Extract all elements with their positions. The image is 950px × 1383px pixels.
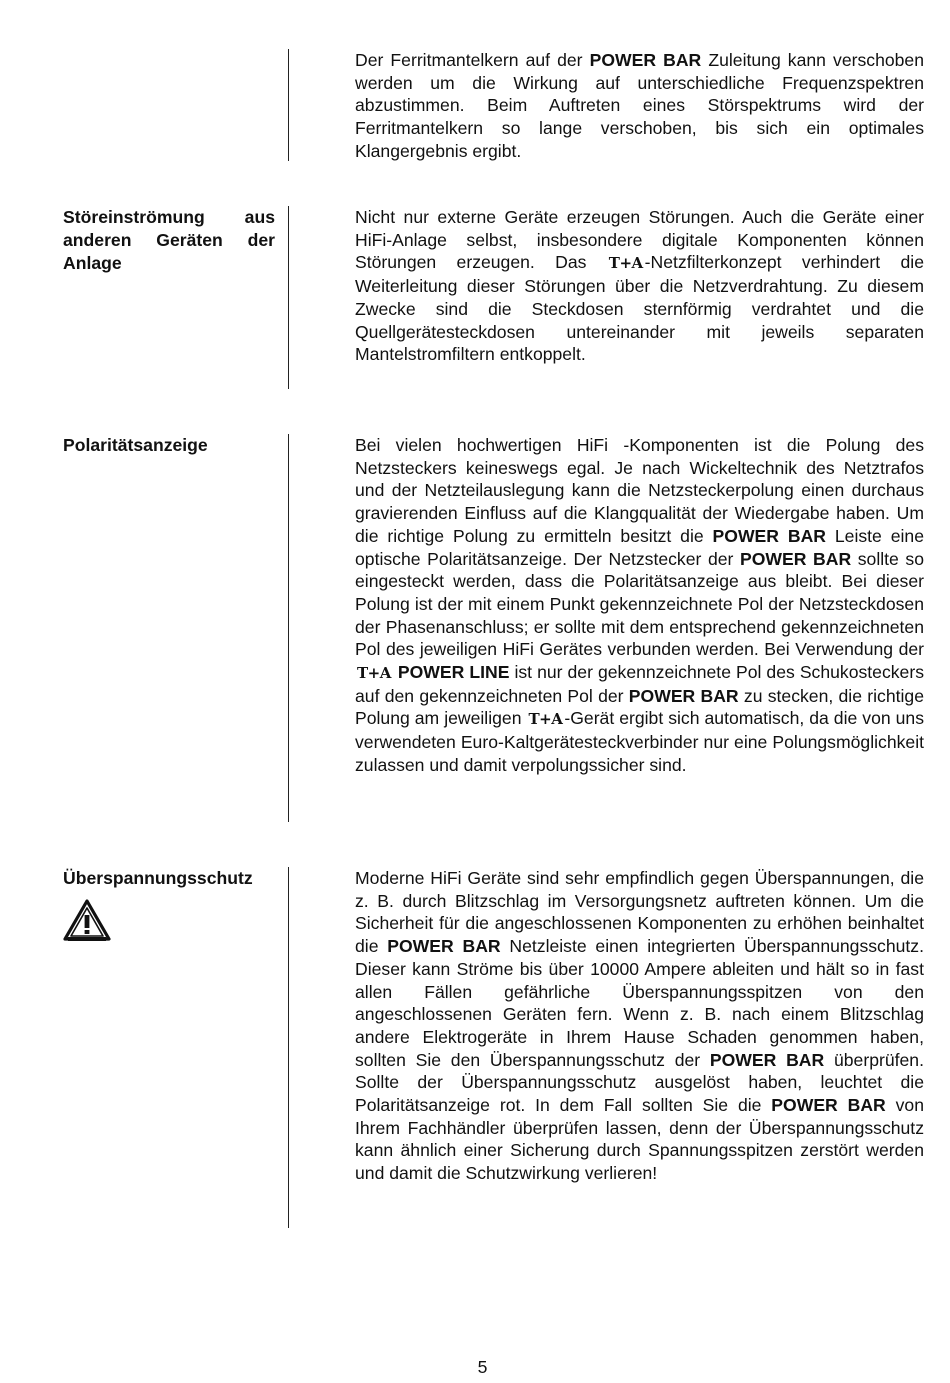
bold-term: POWER BAR <box>712 525 826 546</box>
text-run: Netzleiste einen integrierten Überspannungsschutz. Dieser kann Ströme bis über 10000 Ampere ableiten und hält so in fast allen Fällen gefährliche Überspannungsspitzen von den angeschlossenen Geräten fern. Wenn z. B. nach einem Blitzschlag andere Elektrogeräte in Ihrem Hause Schaden genommen haben, sollten Sie den Überspannungsschutz der <box>355 936 924 1070</box>
section-divider <box>288 867 289 1228</box>
bold-term: POWER BAR <box>771 1095 886 1116</box>
text-run: Nicht nur externe Geräte erzeugen Störungen. Auch die Geräte einer HiFi-Anlage selbst, insbesondere digitale Komponenten können Störungen erzeugen. Das <box>355 207 924 273</box>
bold-term: POWER BAR <box>589 50 702 70</box>
section-body <box>355 867 924 1185</box>
section-heading: Polaritätsanzeige <box>63 435 208 455</box>
ta-logo: T+A <box>528 710 563 729</box>
ta-logo: T+A <box>608 254 643 273</box>
text-run: zu stecken, die richtige Polung am jeweiligen <box>355 685 924 729</box>
text-run: Zuleitung kann verschoben werden um die Wirkung auf unterschiedliche Frequenzspektren abzustimmen. Beim Auftreten eines Störspektrums wird der Ferritmantelkern so lange verschoben, bis sich ein optimales Klangergebnis ergibt. <box>355 50 924 161</box>
text-run: Leiste eine optische Polaritätsanzeige. Der Netzstecker der <box>355 525 924 569</box>
text-run: Moderne HiFi Geräte sind sehr empfindlich gegen Überspannungen, die z. B. durch Blitzschlag im Versorgungsnetz auftreten können. Um die Sicherheit für die angeschlossenen Komponenten zu erhöhen beinhaltet die <box>355 868 924 957</box>
section-divider <box>288 49 289 161</box>
ta-logo: T+A <box>357 664 391 683</box>
warning-triangle-icon <box>63 899 111 941</box>
text-run: Der Ferritmantelkern auf der <box>355 50 590 70</box>
text-run: ist nur der gekennzeichnete Pol des Schukosteckers auf den gekennzeichneten Pol der <box>355 662 925 706</box>
section-divider <box>288 434 289 822</box>
text-run: überprüfen. Sollte der Überspannungsschutz ausgelöst haben, leuchtet die Polaritätsanzeige rot. In dem Fall sollten Sie die <box>355 1049 924 1116</box>
bold-term: POWER LINE <box>397 662 510 683</box>
text-run: -Netzfilterkonzept verhindert die Weiterleitung dieser Störungen über die Netzverdrahtung. Zu diesem Zwecke sind die Steckdosen sternförmig verdrahtet und die Quellgerätesteckdosen untereinander mit jeweils separaten Mantelstromfiltern entkoppelt. <box>355 252 924 365</box>
bold-term: POWER BAR <box>739 548 852 569</box>
section-body <box>355 49 924 163</box>
bold-term: POWER BAR <box>387 936 501 957</box>
section-heading: Überspannungsschutz <box>63 868 253 888</box>
bold-term: POWER BAR <box>628 685 739 706</box>
section-divider <box>288 206 289 389</box>
text-run: Bei vielen hochwertigen HiFi -Komponenten ist die Polung des Netzsteckers keineswegs egal. Je nach Wickeltechnik des Netztrafos und der Netzteilauslegung kann die Netzsteckerpolung einen durchaus gravierenden Einfluss auf die Klangqualität der Wiedergabe haben. Um die richtige Polung zu ermitteln besitzt die <box>355 435 924 546</box>
text-run: von Ihrem Fachhändler überprüfen lassen, denn der Überspannungsschutz kann ähnlich einer Sicherung durch Spannungsspitzen zerstört werden und damit die Schutzwirkung verlieren! <box>355 1095 924 1184</box>
section-heading: Störeinströmung aus anderen Geräten der Anlage <box>63 207 275 273</box>
section-body <box>355 206 924 366</box>
text-run: -Gerät ergibt sich automatisch, da die von uns verwendeten Euro-Kaltgerätesteckverbinder nur eine Polungsmöglichkeit zulassen und damit verpolungssicher sind. <box>355 708 925 775</box>
text-run: sollte so eingesteckt werden, dass die Polaritätsanzeige aus bleibt. Bei dieser Polung ist der mit einem Punkt gekennzeichnete Pol der Netzsteckdosen der Phasenanschluss; er sollte mit dem entsprechend gekennzeichneten Pol des jeweiligen HiFi Gerätes verbunden werden. Bei Verwendung der <box>355 548 924 660</box>
section-body <box>355 434 924 777</box>
bold-term: POWER BAR <box>709 1049 825 1070</box>
page-number: 5 <box>477 1357 488 1377</box>
